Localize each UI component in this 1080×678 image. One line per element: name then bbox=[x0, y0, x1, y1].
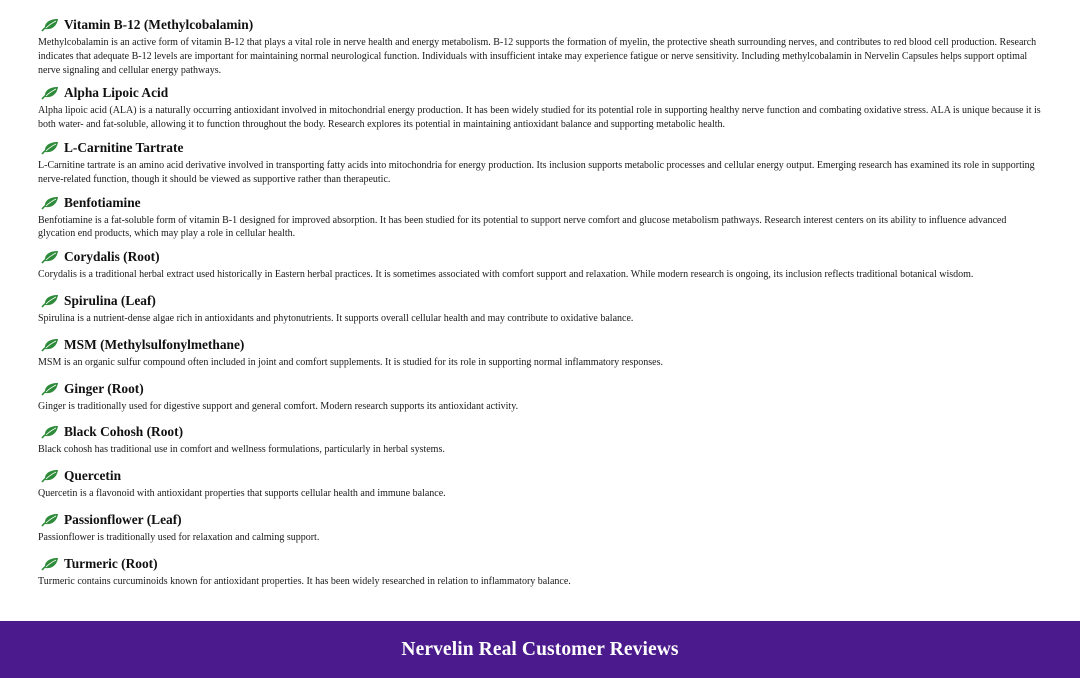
ingredient-msm bbox=[38, 334, 1042, 370]
ingredients-list bbox=[38, 14, 1042, 589]
ingredient-description: L-Carnitine tartrate is an amino acid derivative involved in transporting fatty acids into mitochondria for energy production. Its inclusion supports metabolic processes and cellular energy output. Emerging research has examined its role in supporting nerve-related function, though it should be viewed as supportive rather than therapeutic. bbox=[38, 159, 1035, 185]
ingredient-description: Corydalis is a traditional herbal extract used historically in Eastern herbal practices. It is sometimes associated with comfort support and relaxation. While modern research is ongoing, its inclusion reflects traditional botanical wisdom. bbox=[38, 269, 974, 281]
ingredient-header bbox=[38, 137, 1042, 159]
leaf-icon bbox=[41, 557, 59, 571]
ingredient-header bbox=[38, 246, 1042, 268]
ingredient-description: Ginger is traditionally used for digestive support and general comfort. Modern research supports its antioxidant activity. bbox=[38, 400, 519, 412]
leaf-icon bbox=[41, 196, 59, 210]
ingredient-title: Quercetin bbox=[64, 468, 122, 484]
ingredient-header bbox=[38, 421, 1042, 443]
ingredient-quercetin bbox=[38, 465, 1042, 501]
ingredient-title: L-Carnitine Tartrate bbox=[64, 139, 184, 155]
ingredient-ginger bbox=[38, 378, 1042, 414]
ingredient-turmeric bbox=[38, 553, 1042, 589]
leaf-icon bbox=[41, 338, 59, 352]
leaf-icon bbox=[41, 425, 59, 439]
ingredient-description: Passionflower is traditionally used for relaxation and calming support. bbox=[38, 531, 320, 543]
ingredient-header bbox=[38, 192, 1042, 214]
ingredient-description: Black cohosh has traditional use in comfort and wellness formulations, particularly in herbal systems. bbox=[38, 444, 445, 456]
leaf-icon bbox=[41, 294, 59, 308]
ingredient-header bbox=[38, 509, 1042, 531]
ingredient-description: Turmeric contains curcuminoids known for antioxidant properties. It has been widely researched in relation to inflammatory balance. bbox=[38, 575, 571, 587]
ingredient-title: Spirulina (Leaf) bbox=[64, 292, 156, 308]
ingredient-header bbox=[38, 290, 1042, 312]
leaf-icon bbox=[41, 141, 59, 155]
ingredient-description: Alpha lipoic acid (ALA) is a naturally occurring antioxidant involved in mitochondrial energy production. It has been widely studied for its potential role in supporting healthy nerve function and combating oxidative stress. ALA is unique because it is both water- and fat-soluble, allowing it to function throughout the body. Research explores its potential in maintaining antioxidant balance and supporting metabolic health. bbox=[38, 105, 1041, 131]
ingredient-header bbox=[38, 553, 1042, 575]
ingredient-header bbox=[38, 378, 1042, 400]
ingredient-description: MSM is an organic sulfur compound often included in joint and comfort supplements. It is studied for its role in supporting normal inflammatory responses. bbox=[38, 356, 663, 368]
ingredient-header bbox=[38, 465, 1042, 487]
ingredient-title: Alpha Lipoic Acid bbox=[64, 85, 169, 101]
ingredient-title: Vitamin B-12 (Methylcobalamin) bbox=[64, 17, 254, 32]
ingredient-title: Black Cohosh (Root) bbox=[64, 424, 184, 440]
ingredient-header bbox=[38, 82, 1042, 104]
ingredient-alpha-lipoic-acid bbox=[38, 82, 1042, 132]
leaf-icon bbox=[41, 18, 59, 32]
ingredient-title: Benfotiamine bbox=[64, 194, 141, 210]
ingredient-passionflower bbox=[38, 509, 1042, 545]
reviews-heading: Nervelin Real Customer Reviews bbox=[401, 638, 679, 660]
ingredient-spirulina bbox=[38, 290, 1042, 326]
leaf-icon bbox=[41, 86, 59, 100]
ingredient-header bbox=[38, 14, 1042, 36]
ingredient-benfotiamine bbox=[38, 192, 1042, 242]
ingredient-description: Benfotiamine is a fat-soluble form of vitamin B-1 designed for improved absorption. It has been studied for its potential to support nerve comfort and glucose metabolism pathways. Research interest centers on its ability to influence advanced glycation end products, which may play a role in cellular health. bbox=[38, 214, 1007, 240]
leaf-icon bbox=[41, 382, 59, 396]
ingredient-description: Spirulina is a nutrient-dense algae rich in antioxidants and phytonutrients. It supports overall cellular health and may contribute to oxidative balance. bbox=[38, 312, 634, 324]
ingredient-title: Ginger (Root) bbox=[64, 380, 144, 396]
ingredient-title: Passionflower (Leaf) bbox=[64, 511, 182, 527]
ingredient-l-carnitine bbox=[38, 137, 1042, 187]
ingredient-description: Quercetin is a flavonoid with antioxidant properties that supports cellular health and immune balance. bbox=[38, 488, 446, 500]
leaf-icon bbox=[41, 513, 59, 527]
ingredient-title: Turmeric (Root) bbox=[64, 555, 158, 571]
leaf-icon bbox=[41, 469, 59, 483]
ingredient-corydalis bbox=[38, 246, 1042, 282]
ingredient-title: Corydalis (Root) bbox=[64, 249, 160, 265]
reviews-banner bbox=[0, 621, 1080, 678]
ingredient-vitamin-b12 bbox=[38, 14, 1042, 77]
ingredient-description: Methylcobalamin is an active form of vitamin B-12 that plays a vital role in nerve health and energy metabolism. B-12 supports the formation of myelin, the protective sheath surrounding nerves, and contributes to red blood cell production. Research indicates that adequate B-12 levels are important for maintaining normal neurological function. Individuals with insufficient intake may experience fatigue or nerve sensitivity. Including methylcobalamin in Nervelin Capsules helps support optimal nerve signaling and cellular energy pathways. bbox=[38, 37, 1037, 76]
ingredient-header bbox=[38, 334, 1042, 356]
ingredient-black-cohosh bbox=[38, 421, 1042, 457]
ingredient-title: MSM (Methylsulfonylmethane) bbox=[64, 336, 245, 352]
leaf-icon bbox=[41, 250, 59, 264]
